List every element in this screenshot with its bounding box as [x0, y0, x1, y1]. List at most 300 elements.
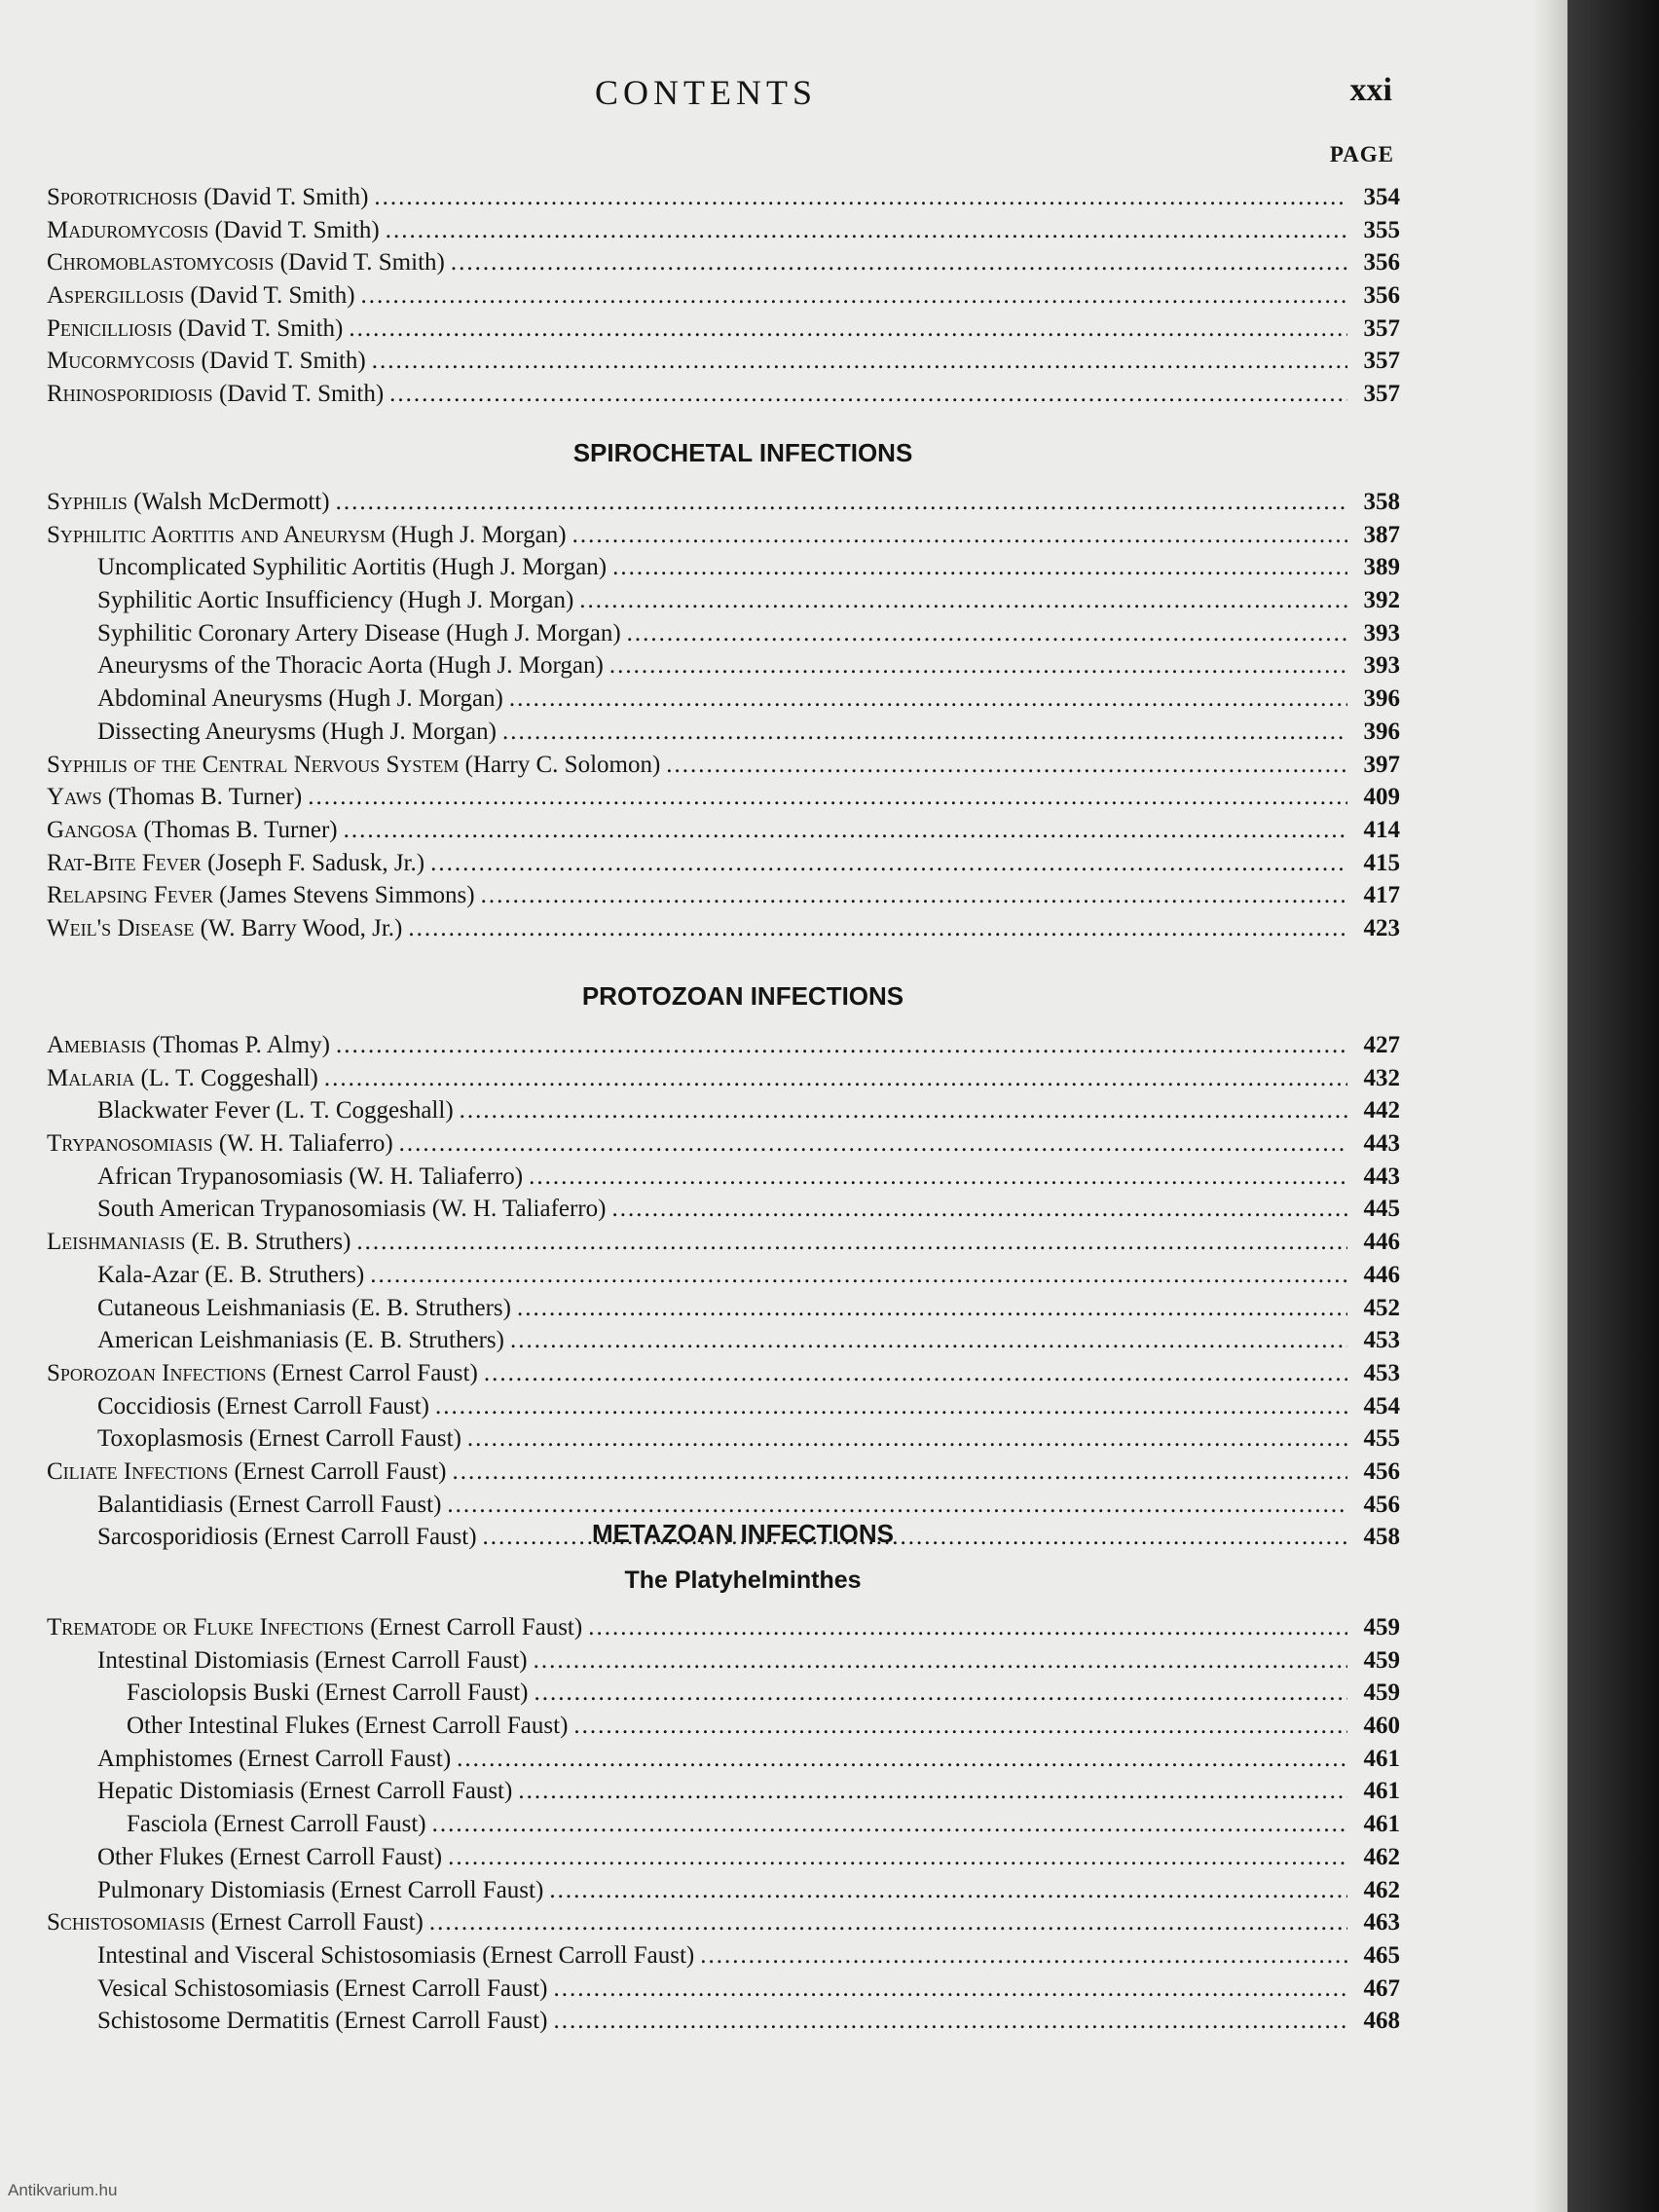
dot-leader: [549, 1874, 1347, 1907]
dot-leader: [457, 1743, 1347, 1776]
toc-entry-title: Mucormycosis: [47, 348, 196, 375]
toc-entry-author: (Ernest Carroll Faust): [229, 1491, 442, 1518]
toc-entry-title: Chromoblastomycosis: [47, 249, 275, 276]
toc-entry: [47, 1357, 1400, 1390]
toc-entry-label: [97, 617, 621, 650]
toc-entry: [47, 551, 1400, 584]
toc-entry-title: Relapsing Fever: [47, 882, 213, 909]
toc-entry: [47, 345, 1400, 378]
toc-entry: [47, 279, 1400, 313]
dot-leader: [453, 1456, 1347, 1489]
toc-entry-title: Sarcosporidiosis: [97, 1524, 259, 1551]
toc-entry-page: 409: [1363, 784, 1400, 811]
toc-entry-page: 446: [1363, 1229, 1400, 1256]
toc-entry-page: 465: [1363, 1941, 1400, 1969]
toc-entry-title: Amebiasis: [47, 1032, 147, 1058]
toc-entry-author: (Ernest Carroll Faust): [239, 1745, 452, 1772]
toc-entry: [47, 1939, 1400, 1972]
toc-entry-title: Balantidiasis: [97, 1491, 224, 1518]
toc-entry-title: Vesical Schistosomiasis: [97, 1974, 330, 2002]
toc-entry: [47, 2005, 1400, 2038]
toc-entry-label: [97, 1161, 523, 1194]
dot-leader: [429, 1906, 1347, 1939]
toc-entry: [47, 847, 1400, 880]
toc-entry-author: (W. H. Taliaferro): [218, 1130, 393, 1158]
toc-entry-author: (Joseph F. Sadusk, Jr.): [207, 849, 425, 876]
toc-entry-author: (Ernest Carroll Faust): [210, 1909, 424, 1936]
section-heading: METAZOAN INFECTIONS: [591, 1519, 895, 1548]
toc-entry-label: [97, 1324, 504, 1357]
toc-entry-page: 354: [1363, 184, 1400, 210]
toc-entry: [47, 181, 1400, 214]
dot-leader: [509, 682, 1347, 716]
toc-entry: [47, 1874, 1400, 1907]
toc-entry-page: 461: [1363, 1778, 1400, 1805]
toc-entry-title: Syphilis of the Central Nervous System: [47, 751, 460, 778]
toc-entry: [47, 1710, 1400, 1743]
toc-entry-title: Uncomplicated Syphilitic Aortitis: [97, 554, 426, 581]
toc-entry-page: 463: [1363, 1909, 1400, 1936]
toc-entry: [47, 781, 1400, 814]
dot-leader: [451, 246, 1347, 279]
toc-entry-author: (E. B. Struthers): [191, 1229, 351, 1256]
dot-leader: [432, 1808, 1347, 1841]
toc-entry-title: South American Trypanosomiasis: [97, 1196, 426, 1223]
toc-entry-page: 355: [1363, 216, 1400, 243]
dot-leader: [573, 1710, 1347, 1743]
toc-entry-author: (Hugh J. Morgan): [446, 619, 621, 646]
toc-entry-title: Aspergillosis: [47, 282, 185, 310]
toc-entry-author: (David T. Smith): [201, 348, 366, 375]
toc-entry-author: (Ernest Carroll Faust): [248, 1425, 461, 1453]
toc-entry-author: (Ernest Carroll Faust): [315, 1679, 529, 1707]
toc-entry: [47, 1292, 1400, 1325]
toc-entry-page: 461: [1363, 1745, 1400, 1772]
toc-entry-author: (L. T. Coggeshall): [276, 1097, 454, 1124]
toc-entry-label: [97, 1743, 451, 1776]
toc-entry-page: 397: [1363, 751, 1400, 778]
toc-entry: [47, 1390, 1400, 1423]
dot-leader: [553, 2005, 1347, 2038]
toc-entry: [47, 1094, 1400, 1127]
toc-entry-label: [97, 1094, 454, 1127]
toc-entry-author: (Hugh J. Morgan): [328, 685, 503, 713]
toc-entry-page: 432: [1363, 1064, 1400, 1091]
toc-entry: [47, 1161, 1400, 1194]
toc-entry: [47, 1644, 1400, 1677]
toc-entry: [47, 214, 1400, 247]
dot-leader: [612, 551, 1347, 584]
toc-entry-page: 459: [1363, 1614, 1400, 1641]
dot-leader: [460, 1094, 1347, 1127]
toc-entry-page: 453: [1363, 1359, 1400, 1386]
dot-leader: [389, 378, 1347, 411]
toc-entry: [47, 584, 1400, 617]
toc-entry-page: 389: [1363, 554, 1400, 581]
toc-entry: [47, 1456, 1400, 1489]
toc-entry-label: [47, 1906, 424, 1939]
toc-entry: [47, 1062, 1400, 1095]
dot-leader: [408, 912, 1347, 945]
toc-entry-label: [47, 781, 302, 814]
toc-entry-author: (David T. Smith): [178, 314, 344, 342]
dot-leader: [666, 749, 1347, 782]
toc-entry-label: [47, 749, 660, 782]
watermark-text: Antikvarium.hu: [8, 2181, 118, 2199]
toc-entry-page: 458: [1363, 1524, 1400, 1551]
toc-entry-label: [127, 1710, 568, 1743]
toc-entry-page: 387: [1363, 521, 1400, 548]
toc-entry-label: [127, 1677, 529, 1710]
toc-entry-title: Sporotrichosis: [47, 184, 198, 210]
toc-entry-title: Pulmonary Distomiasis: [97, 1876, 326, 1903]
toc-entry-title: Fasciolopsis Buski: [127, 1679, 311, 1707]
toc-entry-label: [47, 1029, 330, 1062]
toc-entry-author: (Ernest Carroll Faust): [482, 1941, 695, 1969]
toc-entry-label: [47, 1062, 318, 1095]
toc-entry-page: 414: [1363, 816, 1400, 843]
toc-entry-page: 357: [1363, 314, 1400, 342]
dot-leader: [534, 1644, 1347, 1677]
toc-entry-author: (Thomas P. Almy): [152, 1032, 330, 1058]
toc-entry-label: [47, 519, 567, 552]
toc-entry-page: 443: [1363, 1130, 1400, 1158]
toc-entry: [47, 1972, 1400, 2006]
toc-entry-author: (Harry C. Solomon): [464, 751, 661, 778]
toc-entry-title: Hepatic Distomiasis: [97, 1778, 295, 1805]
toc-entry-page: 459: [1363, 1646, 1400, 1674]
dot-leader: [502, 716, 1347, 749]
page-edge: [1567, 0, 1659, 2212]
toc-entry-title: Other Flukes: [97, 1843, 224, 1870]
dot-leader: [336, 1029, 1347, 1062]
toc-entry-page: 427: [1363, 1032, 1400, 1058]
toc-entry-title: Fasciola: [127, 1811, 208, 1838]
toc-entry-label: [97, 1193, 607, 1226]
toc-entry: [47, 1029, 1400, 1062]
toc-entry-label: [97, 649, 604, 682]
toc-entry-label: [47, 1456, 447, 1489]
toc-entry-page: 393: [1363, 619, 1400, 646]
dot-leader: [448, 1841, 1347, 1874]
toc-entry-title: Syphilitic Aortitis and Aneurysm: [47, 521, 386, 548]
dot-leader: [612, 1193, 1347, 1226]
toc-entry: [47, 519, 1400, 552]
toc-entry: [47, 1677, 1400, 1710]
toc-entry: [47, 1611, 1400, 1644]
toc-entry-title: African Trypanosomiasis: [97, 1162, 344, 1190]
dot-leader: [484, 1357, 1347, 1390]
toc-section: [47, 977, 1400, 1554]
toc-entry-author: (David T. Smith): [218, 381, 385, 408]
toc-entry-label: [127, 1808, 426, 1841]
toc-entry-page: 442: [1363, 1097, 1400, 1124]
section-heading: SPIROCHETAL INFECTIONS: [572, 438, 913, 467]
toc-entry: [47, 814, 1400, 847]
toc-entry-author: (W. Barry Wood, Jr.): [200, 914, 403, 941]
toc-entry-label: [47, 1357, 478, 1390]
toc-entry-title: Schistosomiasis: [47, 1909, 205, 1936]
toc-entry: [47, 749, 1400, 782]
dot-leader: [430, 847, 1347, 880]
toc-entry-title: Sporozoan Infections: [47, 1359, 267, 1386]
toc-entry-author: (E. B. Struthers): [351, 1294, 511, 1321]
toc-entry-label: [97, 1390, 429, 1423]
toc-entry-page: 462: [1363, 1843, 1400, 1870]
toc-entry-title: Amphistomes: [97, 1745, 233, 1772]
toc-entry-title: Yaws: [47, 784, 102, 811]
toc-entry-title: Leishmaniasis: [47, 1229, 186, 1256]
toc-entry-author: (Walsh McDermott): [133, 489, 330, 515]
toc-entry-title: Kala-Azar: [97, 1261, 200, 1288]
toc-entry: [47, 716, 1400, 749]
dot-leader: [517, 1292, 1347, 1325]
toc-entry: [47, 1324, 1400, 1357]
toc-entry-page: 357: [1363, 381, 1400, 408]
toc-entry-page: 445: [1363, 1196, 1400, 1223]
page-column-label: PAGE: [1329, 142, 1394, 166]
toc-entry-label: [97, 1775, 512, 1808]
toc-entry: [47, 879, 1400, 912]
toc-entry-author: (W. H. Taliaferro): [349, 1162, 524, 1190]
toc-entry-author: (James Stevens Simmons): [219, 882, 475, 909]
dot-leader: [700, 1939, 1347, 1972]
dot-leader: [510, 1324, 1347, 1357]
dot-leader: [324, 1062, 1347, 1095]
toc-entry: [47, 246, 1400, 279]
toc-entry-label: [97, 1422, 461, 1456]
toc-entry: [47, 378, 1400, 411]
toc-entry-author: (Ernest Carroll Faust): [213, 1811, 426, 1838]
toc-entry-title: Other Intestinal Flukes: [127, 1713, 350, 1740]
toc-entry-page: 459: [1363, 1679, 1400, 1707]
dot-leader: [399, 1127, 1347, 1161]
toc-entry-title: American Leishmaniasis: [97, 1327, 339, 1354]
toc-entry-author: (Ernest Carroll Faust): [331, 1876, 544, 1903]
dot-leader: [627, 617, 1347, 650]
dot-leader: [308, 781, 1347, 814]
toc-entry: [47, 486, 1400, 519]
toc-entry-label: [97, 1259, 364, 1292]
toc-entry-author: (Ernest Carroll Faust): [300, 1778, 513, 1805]
toc-entry: [47, 617, 1400, 650]
toc-entry-page: 455: [1363, 1425, 1400, 1453]
toc-section: [47, 433, 1400, 945]
toc-entry-page: 356: [1363, 249, 1400, 276]
toc-entry-page: 453: [1363, 1327, 1400, 1354]
dot-leader: [372, 345, 1347, 378]
toc-entry-author: (Ernest Carroll Faust): [314, 1646, 528, 1674]
toc-entry-page: 396: [1363, 718, 1400, 745]
toc-entry: [47, 1259, 1400, 1292]
toc-entry-page: 358: [1363, 489, 1400, 515]
toc-entry-title: Blackwater Fever: [97, 1097, 271, 1124]
toc-entry: [47, 1422, 1400, 1456]
toc-entry-author: (W. H. Taliaferro): [431, 1196, 607, 1223]
toc-entry-author: (Thomas B. Turner): [143, 816, 338, 843]
toc-entry-page: 452: [1363, 1294, 1400, 1321]
toc-entry-label: [97, 584, 573, 617]
toc-entry: [47, 1906, 1400, 1939]
toc-entry-label: [47, 912, 402, 945]
toc-entry-page: 443: [1363, 1162, 1400, 1190]
toc-entry-label: [97, 1972, 547, 2006]
toc-entry-title: Dissecting Aneurysms: [97, 718, 316, 745]
toc-entry: [47, 1127, 1400, 1161]
toc-section: [47, 181, 1400, 411]
toc-entry-title: Abdominal Aneurysms: [97, 685, 323, 713]
toc-entry-label: [97, 716, 497, 749]
toc-section: [47, 1514, 1400, 2038]
toc-entry-title: Malaria: [47, 1064, 135, 1091]
toc-entry-label: [47, 313, 343, 346]
section-subheading: The Platyhelminthes: [624, 1567, 862, 1594]
dot-leader: [572, 519, 1347, 552]
toc-entry-author: (E. B. Struthers): [345, 1327, 504, 1354]
toc-entry-label: [47, 246, 445, 279]
toc-entry-label: [97, 551, 607, 584]
dot-leader: [374, 181, 1347, 214]
dot-leader: [518, 1775, 1347, 1808]
toc-entry-label: [47, 814, 338, 847]
toc-entry: [47, 912, 1400, 945]
toc-entry-author: (David T. Smith): [203, 184, 369, 210]
page-number: xxi: [1349, 72, 1392, 108]
dot-leader: [609, 649, 1347, 682]
toc-entry-author: (Ernest Carroll Faust): [370, 1614, 583, 1641]
dot-leader: [579, 584, 1347, 617]
toc-entry: [47, 1226, 1400, 1259]
toc-entry-author: (Ernest Carrol Faust): [272, 1359, 478, 1386]
toc-entry-title: Weil's Disease: [47, 914, 195, 941]
toc-entry-title: Syphilitic Aortic Insufficiency: [97, 587, 393, 614]
toc-entry-page: 423: [1363, 914, 1400, 941]
toc-entry-author: (Ernest Carroll Faust): [216, 1392, 429, 1419]
dot-leader: [588, 1611, 1347, 1644]
toc-entry: [47, 1841, 1400, 1874]
dot-leader: [535, 1677, 1348, 1710]
toc-entry-title: Syphilis: [47, 489, 128, 515]
toc-entry-title: Rhinosporidiosis: [47, 381, 213, 408]
dot-leader: [356, 1226, 1347, 1259]
toc-entry-page: 467: [1363, 1974, 1400, 2002]
toc-entry-page: 415: [1363, 849, 1400, 876]
dot-leader: [386, 214, 1347, 247]
toc-entry-label: [97, 1292, 511, 1325]
toc-entry-label: [97, 682, 503, 716]
toc-entry-label: [47, 486, 330, 519]
dot-leader: [435, 1390, 1347, 1423]
toc-entry-page: 356: [1363, 282, 1400, 310]
toc-entry-label: [97, 1841, 442, 1874]
toc-entry-author: (Hugh J. Morgan): [321, 718, 497, 745]
toc-entry-title: Schistosome Dermatitis: [97, 2008, 330, 2035]
toc-entry-author: (David T. Smith): [190, 282, 355, 310]
toc-entry-label: [47, 181, 368, 214]
toc-entry-title: Trematode or Fluke Infections: [47, 1614, 364, 1641]
toc-entry-page: 396: [1363, 685, 1400, 713]
toc-entry-label: [47, 345, 366, 378]
toc-entry-title: Toxoplasmosis: [97, 1425, 243, 1453]
toc-entry-author: (Thomas B. Turner): [107, 784, 303, 811]
toc-entry-page: 460: [1363, 1713, 1400, 1740]
toc-entry-author: (Ernest Carroll Faust): [355, 1713, 569, 1740]
section-heading: PROTOZOAN INFECTIONS: [581, 981, 904, 1011]
toc-entry-title: Gangosa: [47, 816, 138, 843]
toc-entry: [47, 1193, 1400, 1226]
toc-entry-author: (Ernest Carroll Faust): [335, 2008, 548, 2035]
toc-entry-author: (E. B. Struthers): [204, 1261, 365, 1288]
toc-entry-page: 446: [1363, 1261, 1400, 1288]
page-gutter-shadow: [1533, 0, 1567, 2212]
toc-entry-label: [47, 378, 384, 411]
dot-leader: [361, 279, 1347, 313]
dot-leader: [370, 1259, 1347, 1292]
toc-entry-title: Rat-Bite Fever: [47, 849, 202, 876]
toc-entry-author: (Hugh J. Morgan): [428, 652, 604, 680]
toc-entry-label: [47, 1611, 582, 1644]
toc-entry-page: 454: [1363, 1392, 1400, 1419]
toc-entry-title: Ciliate Infections: [47, 1457, 229, 1485]
toc-entry-author: (Ernest Carroll Faust): [230, 1843, 443, 1870]
toc-entry-label: [97, 2005, 547, 2038]
toc-entry: [47, 1808, 1400, 1841]
dot-leader: [529, 1161, 1347, 1194]
toc-entry-label: [47, 214, 380, 247]
toc-entry-author: (David T. Smith): [214, 216, 380, 243]
toc-entry-page: 462: [1363, 1876, 1400, 1903]
dot-leader: [349, 313, 1347, 346]
toc-entry-label: [47, 847, 424, 880]
toc-entry-page: 357: [1363, 348, 1400, 375]
toc-entry-author: (Hugh J. Morgan): [398, 587, 574, 614]
toc-entry-label: [47, 1226, 350, 1259]
toc-entry-title: Intestinal Distomiasis: [97, 1646, 310, 1674]
toc-entry-page: 392: [1363, 587, 1400, 614]
toc-entry: [47, 682, 1400, 716]
toc-entry-page: 468: [1363, 2008, 1400, 2035]
toc-entry-page: 417: [1363, 882, 1400, 909]
dot-leader: [344, 814, 1347, 847]
dot-leader: [481, 879, 1347, 912]
page-title: CONTENTS: [595, 73, 817, 112]
dot-leader: [467, 1422, 1347, 1456]
toc-entry-title: Trypanosomiasis: [47, 1130, 213, 1158]
toc-entry-title: Coccidiosis: [97, 1392, 211, 1419]
toc-entry: [47, 1775, 1400, 1808]
toc-entry: [47, 649, 1400, 682]
toc-entry-author: (Ernest Carroll Faust): [335, 1974, 548, 2002]
toc-entry-page: 461: [1363, 1811, 1400, 1838]
toc-entry-title: Penicilliosis: [47, 314, 172, 342]
toc-entry-page: 456: [1363, 1491, 1400, 1518]
toc-entry: [47, 313, 1400, 346]
toc-entry-label: [97, 1644, 528, 1677]
toc-entry-title: Intestinal and Visceral Schistosomiasis: [97, 1941, 476, 1969]
dot-leader: [553, 1972, 1347, 2006]
toc-entry-author: (L. T. Coggeshall): [140, 1064, 318, 1091]
toc-entry-author: (Ernest Carroll Faust): [264, 1524, 477, 1551]
toc-entry-label: [97, 1874, 543, 1907]
toc-entry-page: 456: [1363, 1457, 1400, 1485]
toc-entry-title: Maduromycosis: [47, 216, 209, 243]
toc-entry-label: [97, 1939, 694, 1972]
toc-entry-author: (Ernest Carroll Faust): [234, 1457, 447, 1485]
dot-leader: [336, 486, 1347, 519]
toc-entry-label: [47, 279, 355, 313]
toc-entry-page: 393: [1363, 652, 1400, 680]
toc-entry-title: Cutaneous Leishmaniasis: [97, 1294, 346, 1321]
